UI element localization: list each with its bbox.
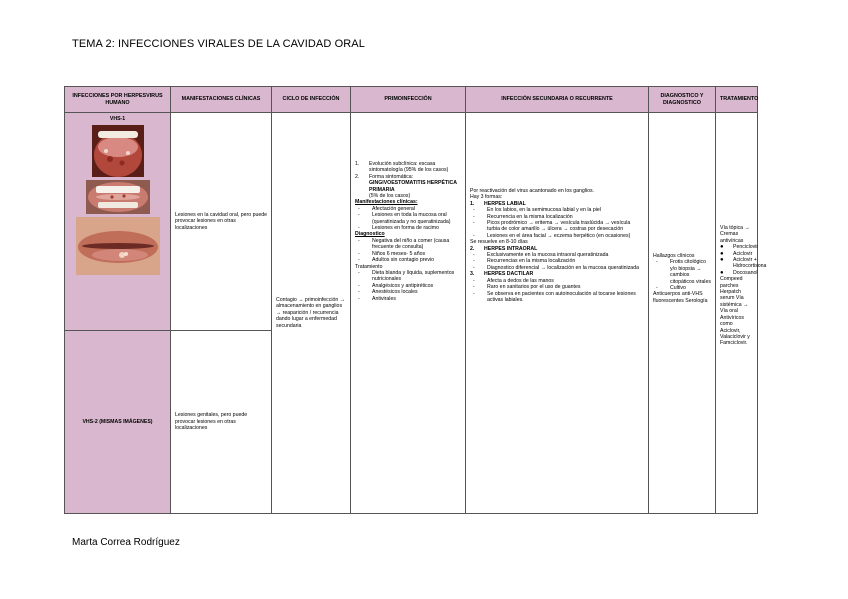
herpes-table [64, 86, 767, 514]
sec-labial-title: 1. HERPES LABIAL [470, 200, 526, 207]
trat-head-1: Vía tópica → [720, 225, 750, 231]
author-name: Marta Correa Rodríguez [72, 537, 180, 548]
primo-cell [351, 113, 466, 514]
header-manifestaciones: MANIFESTACIONES CLÍNICAS [171, 87, 272, 113]
diagnostico-cell [649, 113, 716, 514]
manif-vhs1: Lesiones en la cavidad oral, pero puede provocar lesiones en otras localizaciones [171, 113, 272, 331]
primo-item: 2. Forma sintomática: [355, 173, 414, 180]
primo-bold-note: (5% de los casos) [369, 193, 411, 200]
oral-lesion-photo-1 [92, 125, 144, 177]
trat-item: ● Penciclovir [720, 244, 759, 251]
header-secundaria: INFECCIÓN SECUNDARIA O RECURRENTE [466, 87, 649, 113]
primo-manif-item: - Lesiones en toda la mucosa oral (queratinizada y no queratinizada) [358, 212, 451, 225]
header-tratamiento: TRATAMIENTO [716, 87, 758, 113]
primo-bold-title: GINGIVOESTOMATITIS HERPÉTICA PRIMARIA [369, 180, 457, 193]
vhs1-cell [65, 113, 171, 331]
primo-manif-item: - Afectación general [358, 205, 415, 212]
sec-intraoral-item: - Recurrencias en la misma localización [473, 258, 576, 265]
vhs2-label: VHS-2 (MISMAS IMÁGENES) [65, 331, 171, 514]
sec-dactilar-title: 3. HERPES DACTILAR [470, 271, 534, 278]
primo-trat-item: - Anestésicos locales [358, 289, 418, 296]
primo-manif-head: Manifestaciones clínicas: [355, 199, 418, 206]
primo-trat-head: Tratamiento [355, 263, 383, 270]
diag-item: - Cultivo [656, 285, 686, 292]
ciclo-cell: Contagio → primoinfección → almacenamiento en ganglios → reaparición / recurrencia dando lugar a enfermedad secundaria [272, 113, 351, 514]
primo-diag-item: - Adultos sin contagio previo [358, 257, 434, 264]
sec-labial-item: - Recurrencia en la misma localización [473, 213, 573, 220]
trat-item: ● Docosanol [720, 269, 758, 276]
header-row [65, 87, 758, 113]
header-diagnostico: DIAGNOSTICO Y DIAGNOSTICO [649, 87, 716, 113]
sec-intro: Por reactivación del virus acantonado en los ganglios. [470, 188, 594, 194]
header-primoinfeccion: PRIMOINFECCIÓN [351, 87, 466, 113]
header-infecciones: INFECCIONES POR HERPESVIRUS HUMANO [65, 87, 171, 113]
sec-forms: Hay 3 formas: [470, 194, 503, 201]
trat-item: ● Aciclovir + Hidrocortisona [720, 257, 767, 270]
primo-trat-item: - Analgésicos y antipiréticos [358, 282, 434, 289]
sec-labial-item: - Picos prodrómico → eritema → vesícula traslúcida → vesícula turbia de color amarillo → úlcera → costras por desecación [473, 220, 631, 233]
sec-intraoral-item: - Exclusivamente en la mucosa intraoral queratinizada [473, 252, 609, 259]
diag-item: - Frotis citológico y/o biopsia → cambios citopáticos virales [656, 259, 711, 285]
trat-head-2: Cremas antivíricas [720, 231, 744, 244]
diag-head: Hallazgos clínicos [653, 253, 695, 259]
primo-trat-item: - Dieta blanda y líquida, suplementos nutricionales [358, 269, 455, 283]
sec-labial-item: - En los labios, en la semimucosa labial y en la piel [473, 207, 601, 214]
vhs1-row [65, 113, 758, 331]
sec-dactilar-item: - Afecta a dedos de las manos [473, 277, 554, 284]
diag-tail: Anticuerpos anti-VHS fluorescentes Serología [653, 291, 708, 304]
tratamiento-cell [716, 113, 767, 514]
trat-tail: Compeed parches Herpatch serum Vía sistémica → Vía oral Antivíricos como Aciclovir, Valaciclovir y Famciclovir. [720, 276, 750, 347]
sec-dactilar-item: - Se observa en pacientes con autoinoculación al tocarse lesiones activas labiales. [473, 290, 636, 303]
page-title: TEMA 2: INFECCIONES VIRALES DE LA CAVIDAD ORAL [72, 38, 365, 50]
lip-lesion-photo [76, 217, 160, 275]
primo-trat-item: - Antivirales [358, 295, 396, 302]
vhs1-label: VHS-1 [109, 116, 126, 122]
primo-diag-head: Diagnostico [355, 231, 385, 238]
primo-manif-item: - Lesiones en forma de racimo [358, 225, 439, 232]
header-ciclo: CICLO DE INFECCIÓN [272, 87, 351, 113]
sec-resuelve: Se resuelve en 8-10 días [470, 239, 528, 246]
sec-intraoral-item: - Diagnostico diferencial → localización en la mucosa queratinizada [473, 264, 639, 271]
sec-intraoral-title: 2. HERPES INTRAORAL [470, 245, 538, 252]
trat-item: ● Aciclovir [720, 250, 753, 257]
sec-labial-item: - Lesiones en el área facial → eczema herpético (en ocasiones) [473, 232, 631, 239]
secundaria-cell [466, 113, 649, 514]
oral-lesion-photo-2 [86, 180, 150, 214]
primo-diag-item: - Niños 6 meses- 5 años [358, 250, 426, 257]
primo-diag-item: - Negativa del niño a comer (causa frecuente de consulta) [358, 237, 450, 251]
primo-item: 1. Evolución subclínica: escasa sintomatología (95% de los casos) [355, 161, 449, 174]
sec-dactilar-item: - Raro en sanitarios por el uso de guantes [473, 284, 581, 291]
manif-vhs2: Lesiones genitales, pero puede provocar lesiones en otras localizaciones [171, 331, 272, 514]
